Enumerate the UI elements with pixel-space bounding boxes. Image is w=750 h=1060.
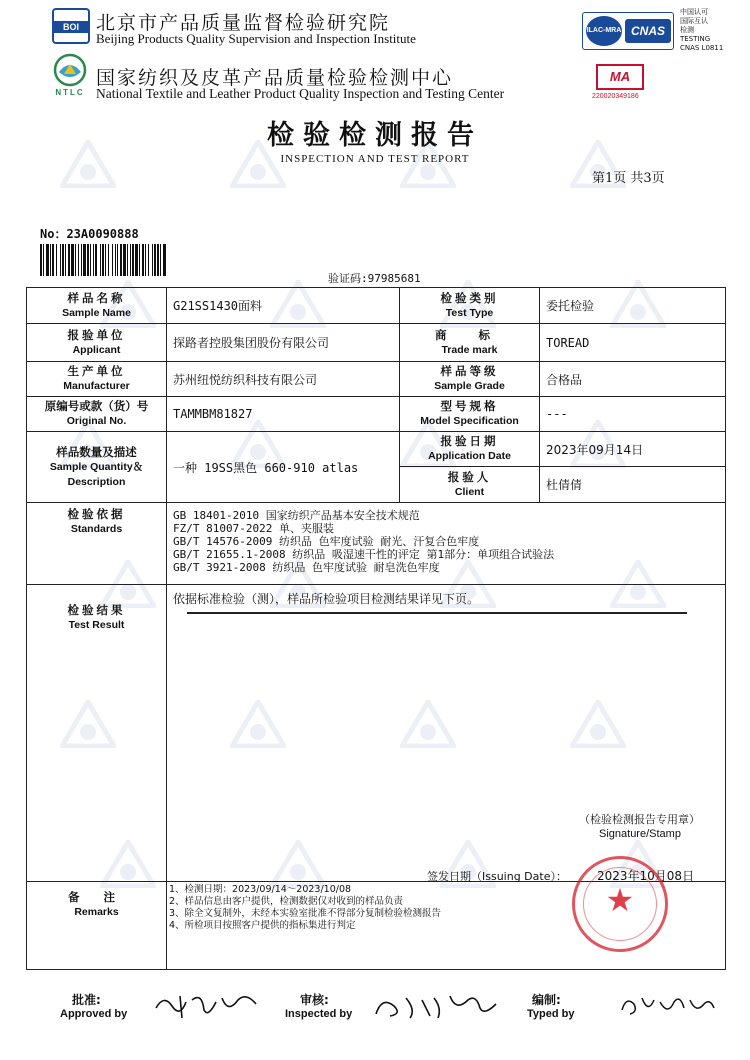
client-label [400, 467, 540, 503]
ntlc-logo [50, 52, 90, 98]
label-en: Sample Name [62, 306, 131, 319]
issue-date-value: 2023年10月08日 [596, 869, 695, 883]
label-cn: 检验类别 [440, 290, 499, 305]
approved-label-en: Approved by [60, 1008, 128, 1020]
page-indicator: 第1页 共3页 [592, 171, 665, 186]
manufacturer-value: 苏州纽悦纺织科技有限公司 [167, 362, 400, 397]
seal-star-icon: ★ [605, 881, 635, 919]
cert-line: CNAS L0811 [680, 44, 724, 52]
boi-logo [52, 8, 90, 44]
label-cn: 样品等级 [440, 364, 499, 378]
label-cn: 报验日期 [440, 434, 499, 448]
standard-line: GB/T 3921-2008 纺织品 色牢度试验 耐皂洗色牢度 [173, 561, 440, 574]
test-type-value: 委托检验 [540, 288, 726, 324]
label-cn: 原编号或款（货）号 [44, 399, 149, 413]
label-cn: 商 标 [434, 327, 504, 342]
label-cn: 检验结果 [67, 603, 126, 617]
model-spec-value: --- [540, 397, 726, 432]
standards-label [27, 503, 167, 585]
boi-logo-text: BOI [54, 21, 88, 33]
report-title-cn: 检验检测报告 [267, 120, 483, 151]
label-en: Standards [70, 523, 123, 535]
cma-mark [596, 64, 644, 90]
result-text: 依据标准检验（测），样品所检验项目检测结果详见下页。 [173, 592, 480, 606]
report-number: No：23A0090888 [40, 227, 139, 241]
cnas-logo: CNAS [625, 19, 671, 43]
cma-logo-text: MA [609, 69, 631, 84]
typed-label-cn: 编制: [532, 993, 561, 1007]
cert-line: 中国认可 [680, 8, 708, 16]
result-divider [187, 612, 687, 614]
stamp-label: （检验检测报告专用章） [579, 813, 700, 826]
sample-name-value: G21SS1430面料 [167, 288, 400, 324]
label-en: Remarks [74, 906, 119, 918]
inspected-signature-icon [372, 990, 502, 1022]
ilac-mra-logo: ILAC-MRA [586, 16, 622, 46]
result-value [167, 585, 726, 882]
original-no-value: TAMMBM81827 [167, 397, 400, 432]
cnas-accreditation-mark [582, 12, 674, 50]
typed-label-en: Typed by [527, 1008, 575, 1020]
application-date-label [400, 432, 540, 467]
label-cn: 报验单位 [67, 327, 126, 342]
issue-date-label: 签发日期（Issuing Date）： [427, 870, 567, 883]
model-spec-label [400, 397, 540, 432]
cma-number: 220020349186 [592, 93, 639, 100]
report-title-en: INSPECTION AND TEST REPORT [280, 153, 470, 165]
result-label [27, 585, 167, 882]
inspected-label-cn: 审核: [300, 993, 329, 1007]
cnas-cert-text [680, 8, 723, 53]
cert-line: 国际互认 [680, 17, 708, 25]
label-en: Application Date [428, 450, 511, 462]
sample-name-label [27, 288, 167, 324]
approved-signature-icon [152, 988, 262, 1022]
trade-mark-label [400, 324, 540, 362]
label-cn: 备 注 [67, 890, 125, 904]
official-seal [572, 856, 668, 952]
quantity-value: 一种 19SS黑色 660-910 atlas [167, 432, 400, 503]
label-cn: 样品名称 [67, 290, 126, 305]
center-name-cn: 国家纺织及皮革产品质量检验检测中心 [96, 67, 454, 89]
sample-grade-value: 合格品 [540, 362, 726, 397]
original-no-label [27, 397, 167, 432]
label-en: Client [454, 485, 485, 498]
institute-name-cn: 北京市产品质量监督检验研究院 [96, 12, 391, 34]
label-cn: 生产单位 [67, 364, 126, 378]
remark-line: 2、样品信息由客户提供，检测数据仅对收到的样品负责 [169, 896, 404, 907]
sample-grade-label [400, 362, 540, 397]
label-cn: 检验依据 [67, 507, 126, 521]
standard-line: GB 18401-2010 国家纺织产品基本安全技术规范 [173, 509, 420, 522]
label-en: Trade mark [441, 343, 498, 356]
label-cn: 样品数量及描述 [56, 444, 137, 459]
applicant-label [27, 324, 167, 362]
standards-value [167, 503, 726, 585]
remarks-label [27, 882, 167, 970]
label-en: Model Specification [420, 415, 519, 427]
stamp-label-en: Signature/Stamp [599, 828, 681, 840]
label-en: Sample Grade [434, 380, 505, 392]
barcode [40, 244, 266, 276]
institute-name-en: Beijing Products Quality Supervision and Inspection Institute [96, 31, 416, 46]
label-en: Test Result [68, 619, 125, 631]
cert-line: TESTING [680, 35, 711, 43]
label-en: Test Type [445, 306, 494, 319]
ntlc-logo-text: NTLC [55, 88, 85, 97]
standard-line: GB/T 14576-2009 纺织品 色牢度试验 耐光、汗复合色牢度 [173, 535, 480, 548]
remark-line: 1、检测日期：2023/09/14～2023/10/08 [169, 884, 352, 895]
inspected-label-en: Inspected by [285, 1008, 353, 1020]
barcode-bar [166, 244, 167, 276]
approved-label-cn: 批准: [72, 993, 101, 1007]
label-en: Applicant [72, 343, 121, 356]
standard-line: GB/T 21655.1-2008 纺织品 吸湿速干性的评定 第1部分：单项组合试验法 [173, 548, 555, 561]
applicant-value: 探路者控股集团股份有限公司 [167, 324, 400, 362]
label-en: Manufacturer [63, 380, 130, 392]
client-value: 杜倩倩 [540, 467, 726, 503]
trade-mark-value: TOREAD [540, 324, 726, 362]
remark-line: 4、所检项目按照客户提供的指标集进行判定 [169, 920, 356, 931]
label-en: Original No. [66, 415, 127, 427]
label-en: Sample Quantity＆ [49, 460, 144, 473]
standard-line: FZ/T 81007-2022 单、夹服装 [173, 522, 334, 535]
application-date-value: 2023年09月14日 [540, 432, 726, 467]
test-type-label [400, 288, 540, 324]
typed-signature-icon [618, 990, 718, 1020]
verify-code: 验证码:97985681 [328, 272, 421, 285]
cert-line: 检测 [680, 26, 694, 34]
center-name-en: National Textile and Leather Product Quality Inspection and Testing Center [96, 86, 505, 101]
label-en: Description [67, 475, 126, 488]
remark-line: 3、除全文复制外，未经本实验室批准不得部分复制检验检测报告 [169, 908, 442, 919]
label-cn: 报验人 [447, 469, 492, 484]
manufacturer-label [27, 362, 167, 397]
label-cn: 型号规格 [440, 399, 499, 413]
quantity-label [27, 432, 167, 503]
